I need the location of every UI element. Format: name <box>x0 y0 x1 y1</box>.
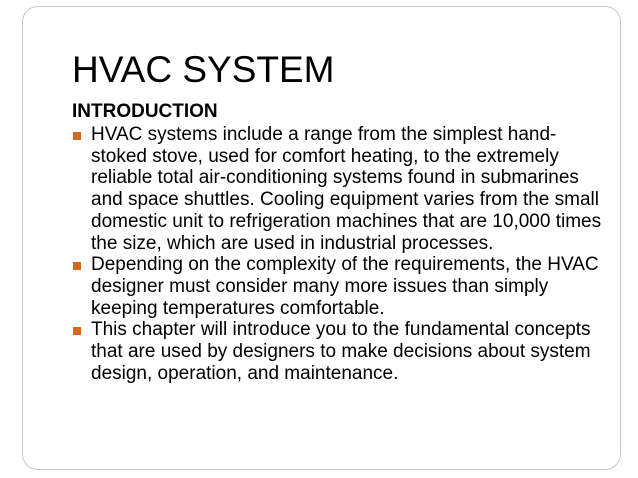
bullet-list <box>72 124 612 384</box>
bullet-item <box>72 254 612 319</box>
square-bullet-icon <box>73 262 81 270</box>
bullet-text: HVAC systems include a range from the simplest hand-stoked stove, used for comfort heating, to the extremely reliable total air-conditioning systems found in submarines and space shuttles. Cooling equipment varies from the small domestic unit to refrigeration machines that are 10,000 times the size, which are used in industrial processes. <box>91 124 602 254</box>
square-bullet-icon <box>73 132 81 140</box>
bullet-text: Depending on the complexity of the requirements, the HVAC designer must consider many more issues than simply keeping temperatures comfortable. <box>91 254 599 319</box>
bullet-item <box>72 319 612 384</box>
bullet-item <box>72 124 612 254</box>
bullet-text: This chapter will introduce you to the fundamental concepts that are used by designers to make decisions about system design, operation, and maintenance. <box>91 319 591 384</box>
section-heading: INTRODUCTION <box>72 101 218 122</box>
slide-title: HVAC SYSTEM <box>72 49 335 90</box>
square-bullet-icon <box>73 327 81 335</box>
